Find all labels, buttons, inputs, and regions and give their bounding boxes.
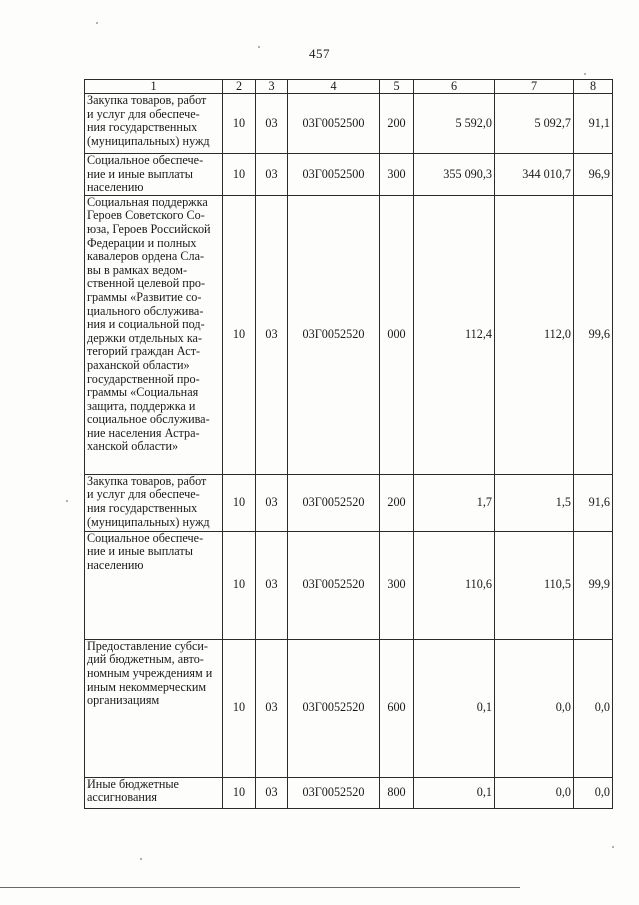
subsection-cell: 03 — [256, 474, 288, 531]
section-cell: 10 — [223, 195, 256, 474]
row-name-line: ние и иные выплаты — [87, 166, 193, 181]
subsection-cell: 03 — [256, 777, 288, 808]
bottom-rule — [0, 887, 520, 888]
row-name-line: (муниципальных) нужд — [87, 514, 210, 529]
percent-cell: 99,6 — [574, 195, 613, 474]
row-name-cell — [85, 474, 223, 531]
target-article-cell: 03Г0052520 — [288, 474, 380, 531]
scan-speck — [258, 46, 260, 48]
row-name-line: (муниципальных) нужд — [87, 133, 210, 148]
row-name-line: Закупка товаров, работ — [87, 474, 207, 488]
row-name-line: и услуг для обеспече- — [87, 487, 200, 502]
budget-execution-table — [84, 79, 613, 809]
row-name-line: Социальная поддержка — [87, 195, 208, 209]
row-name-line: юза, Героев Российской — [87, 221, 211, 236]
row-name-line: Героев Советского Со- — [87, 208, 205, 223]
percent-cell: 0,0 — [574, 777, 613, 808]
scan-speck — [96, 22, 98, 24]
row-name-line: Предоставление субси- — [87, 639, 208, 653]
executed-cell: 1,5 — [495, 474, 574, 531]
percent-cell: 96,9 — [574, 154, 613, 196]
target-article-cell: 03Г0052520 — [288, 531, 380, 639]
row-name-line: ственной целевой про- — [87, 276, 206, 291]
executed-cell: 5 092,7 — [495, 94, 574, 154]
table-row — [85, 154, 613, 196]
section-cell: 10 — [223, 531, 256, 639]
header-cell: 7 — [495, 80, 574, 94]
row-name-line: ния и социальной под- — [87, 317, 205, 332]
subsection-cell: 03 — [256, 154, 288, 196]
target-article-cell: 03Г0052500 — [288, 94, 380, 154]
expense-type-cell: 200 — [380, 474, 414, 531]
scan-speck — [140, 858, 142, 860]
row-name-line: Федерации и полных — [87, 235, 197, 250]
target-article-cell: 03Г0052500 — [288, 154, 380, 196]
executed-cell: 0,0 — [495, 777, 574, 808]
row-name-line: ния государственных — [87, 500, 198, 515]
row-name-line: населению — [87, 557, 144, 572]
row-name-line: вы в рамках ведом- — [87, 262, 188, 277]
row-name-line: организациям — [87, 693, 160, 708]
row-name-cell — [85, 777, 223, 808]
header-cell: 5 — [380, 80, 414, 94]
row-name-line: раханской области» — [87, 357, 190, 372]
expense-type-cell: 000 — [380, 195, 414, 474]
table-row — [85, 531, 613, 639]
row-name-line: тегорий граждан Аст- — [87, 344, 201, 359]
row-name-line: ние и иные выплаты — [87, 544, 193, 559]
expense-type-cell: 600 — [380, 639, 414, 777]
row-name-line: населению — [87, 180, 144, 195]
row-name-line: держки отдельных ка- — [87, 330, 203, 345]
planned-cell: 1,7 — [414, 474, 495, 531]
header-cell: 6 — [414, 80, 495, 94]
expense-type-cell: 300 — [380, 531, 414, 639]
planned-cell: 110,6 — [414, 531, 495, 639]
header-cell: 1 — [85, 80, 223, 94]
scan-speck — [584, 73, 586, 75]
row-name-cell — [85, 154, 223, 196]
planned-cell: 0,1 — [414, 777, 495, 808]
scan-speck — [612, 846, 614, 848]
row-name-line: кавалеров ордена Сла- — [87, 249, 205, 264]
row-name-line: граммы «Социальная — [87, 385, 199, 400]
table-row — [85, 474, 613, 531]
section-cell: 10 — [223, 154, 256, 196]
table-row — [85, 777, 613, 808]
executed-cell: 112,0 — [495, 195, 574, 474]
row-name-line: государственной про- — [87, 371, 200, 386]
row-name-line: ния государственных — [87, 120, 198, 135]
executed-cell: 0,0 — [495, 639, 574, 777]
section-cell: 10 — [223, 474, 256, 531]
percent-cell: 91,1 — [574, 94, 613, 154]
row-name-line: дий бюджетным, авто- — [87, 652, 204, 667]
subsection-cell: 03 — [256, 195, 288, 474]
expense-type-cell: 300 — [380, 154, 414, 196]
row-name-line: Социальное обеспече- — [87, 531, 204, 545]
section-cell: 10 — [223, 639, 256, 777]
row-name-line: ассигнования — [87, 790, 158, 805]
percent-cell: 91,6 — [574, 474, 613, 531]
planned-cell: 5 592,0 — [414, 94, 495, 154]
expense-type-cell: 800 — [380, 777, 414, 808]
target-article-cell: 03Г0052520 — [288, 777, 380, 808]
target-article-cell: 03Г0052520 — [288, 195, 380, 474]
expense-type-cell: 200 — [380, 94, 414, 154]
executed-cell: 344 010,7 — [495, 154, 574, 196]
row-name-line: и услуг для обеспече- — [87, 106, 200, 121]
row-name-line: защита, поддержка и — [87, 398, 196, 413]
row-name-cell — [85, 94, 223, 154]
row-name-line: Закупка товаров, работ — [87, 93, 207, 107]
row-name-line: номным учреждениям и — [87, 665, 213, 680]
percent-cell: 99,9 — [574, 531, 613, 639]
row-name-cell — [85, 531, 223, 639]
header-cell: 4 — [288, 80, 380, 94]
row-name-line: граммы «Развитие со- — [87, 289, 202, 304]
subsection-cell: 03 — [256, 94, 288, 154]
header-cell: 8 — [574, 80, 613, 94]
header-cell: 2 — [223, 80, 256, 94]
header-row — [85, 80, 613, 94]
planned-cell: 355 090,3 — [414, 154, 495, 196]
target-article-cell: 03Г0052520 — [288, 639, 380, 777]
row-name-line: социальное обслужива- — [87, 412, 210, 427]
row-name-line: ние населения Астра- — [87, 425, 200, 440]
row-name-line: ханской области» — [87, 439, 179, 454]
executed-cell: 110,5 — [495, 531, 574, 639]
table-row — [85, 639, 613, 777]
table-row — [85, 94, 613, 154]
subsection-cell: 03 — [256, 639, 288, 777]
header-cell: 3 — [256, 80, 288, 94]
planned-cell: 112,4 — [414, 195, 495, 474]
table-body — [85, 94, 613, 809]
planned-cell: 0,1 — [414, 639, 495, 777]
row-name-cell — [85, 639, 223, 777]
row-name-line: Иные бюджетные — [87, 777, 179, 791]
percent-cell: 0,0 — [574, 639, 613, 777]
subsection-cell: 03 — [256, 531, 288, 639]
row-name-line: циального обслужива- — [87, 303, 204, 318]
section-cell: 10 — [223, 777, 256, 808]
page-number: 457 — [309, 46, 330, 61]
row-name-cell — [85, 195, 223, 474]
row-name-line: иным некоммерческим — [87, 679, 207, 694]
section-cell: 10 — [223, 94, 256, 154]
table-row — [85, 195, 613, 474]
row-name-line: Социальное обеспече- — [87, 153, 204, 167]
scan-speck — [66, 500, 68, 502]
